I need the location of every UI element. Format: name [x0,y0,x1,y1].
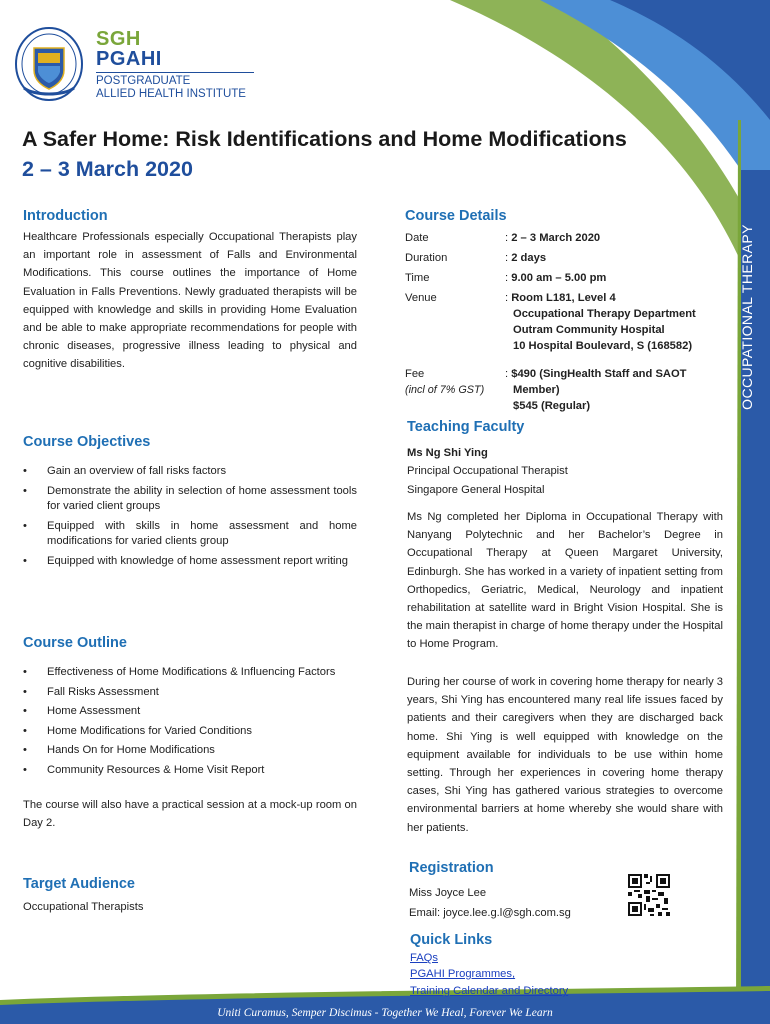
fee-sub-label: (incl of 7% GST) [405,384,485,396]
details-heading: Course Details [405,208,507,224]
faculty-bio-paragraph2: During her course of work in covering home therapy for nearly 3 years, Shi Ying has encountered many real life issues faced by patients and their caregivers when they are discharged back home. Shi Ying is well equipped with knowledge on the equipment available for individuals to be use within home setting. Through her experiences in covering home therapy cases, Shi Ying has gathered various strategies to overcome environmental barriers at home whereby she would share with her patients. [407,676,723,834]
logo-subtitle-line1: POSTGRADUATE [96,75,191,87]
venue-line: Outram Community Hospital [513,324,665,336]
audience-heading: Target Audience [23,876,135,892]
list-item: • Equipped with skills in home assessment and home modifications for varied clients group [23,519,357,550]
detail-row-venue: Venue : Room L181, Level 4 Occupational Therapy Department Outram Community Hospital 10 Hospital Boulevard, S (168582) [405,290,725,354]
time-label: Time [405,272,430,284]
list-item: • Community Resources & Home Visit Report [23,763,357,779]
outline-list [23,665,357,782]
qr-code-icon[interactable] [626,872,672,918]
detail-row-duration: Duration : 2 days [405,252,547,264]
logo-divider [96,72,254,73]
faculty-role: Principal Occupational Therapist [407,465,568,477]
outline-heading: Course Outline [23,635,127,651]
detail-row-date: Date : 2 – 3 March 2020 [405,232,601,244]
faculty-name: Ms Ng Shi Ying [407,447,488,459]
training-calendar-link[interactable]: Training Calendar and Directory [410,985,569,997]
objectives-heading: Course Objectives [23,434,151,450]
list-item: • Demonstrate the ability in selection of home assessment tools for varied client groups [23,484,357,515]
list-item: • Hands On for Home Modifications [23,743,357,759]
fee-label: Fee [405,368,425,380]
side-category-label: OCCUPATIONAL THERAPY [739,224,755,410]
introduction-heading: Introduction [23,208,108,224]
duration-value: 2 days [511,252,547,264]
detail-row-time: Time : 9.00 am – 5.00 pm [405,272,607,284]
outline-note: The course will also have a practical session at a mock-up room on Day 2. [23,799,357,830]
venue-line: Occupational Therapy Department [513,308,696,320]
introduction-text: Healthcare Professionals especially Occupational Therapists play an important role in assessment of Falls and Environmental Modifications. This course outlines the importance of Home Evaluation in Falls Preventions. Newly graduated therapists will be equipped with knowledge and skills in providing Home Evaluation and be able to make appropriate recommendations for people with chronic diseases, progressive illness leading to physical and cognitive disabilities. [23,231,357,371]
list-item: • Gain an overview of fall risks factors [23,464,357,480]
list-item: • Home Modifications for Varied Conditions [23,724,357,740]
faqs-link[interactable]: FAQs [410,952,438,964]
list-item: • Equipped with knowledge of home assessment report writing [23,554,357,570]
detail-row-fee: Fee (incl of 7% GST) : $490 (SingHealth Staff and SAOT Member) $545 (Regular) [405,366,725,414]
logo-sgh-text: SGH [96,28,141,50]
fee-line: $545 (Regular) [513,400,591,412]
venue-line: Room L181, Level 4 [511,292,616,304]
registration-email[interactable]: Email: joyce.lee.g.l@sgh.com.sg [409,907,571,919]
audience-text: Occupational Therapists [23,901,144,913]
time-value: 9.00 am – 5.00 pm [511,272,607,284]
course-details-table [405,230,725,418]
venue-label: Venue [405,292,437,304]
venue-line: 10 Hospital Boulevard, S (168582) [513,340,693,352]
course-date-title: 2 – 3 March 2020 [22,157,193,181]
quick-links-heading: Quick Links [410,932,493,948]
logo-pgahi-text: PGAHI [96,48,162,70]
faculty-org: Singapore General Hospital [407,484,545,496]
registration-contact: Miss Joyce Lee [409,887,487,899]
list-item: • Home Assessment [23,704,357,720]
fee-line: Member) [513,384,560,396]
date-value: 2 – 3 March 2020 [511,232,601,244]
institute-logo [14,26,254,106]
crest-icon [14,26,84,102]
logo-subtitle-line2: ALLIED HEALTH INSTITUTE [96,88,246,100]
duration-label: Duration [405,252,448,264]
footer-motto: Uniti Curamus, Semper Discimus - Together We Heal, Forever We Learn [217,1007,553,1019]
registration-heading: Registration [409,860,494,876]
fee-line: $490 (SingHealth Staff and SAOT [511,368,687,380]
list-item: • Fall Risks Assessment [23,685,357,701]
list-item: • Effectiveness of Home Modifications & Influencing Factors [23,665,357,681]
faculty-bio-paragraph1: Ms Ng completed her Diploma in Occupational Therapy with Nanyang Polytechnic and her Bachelor’s Degree in Occupational Therapy at Queen Margaret University, Edinburgh. She has worked in a variety of inpatient setting from Orthopedics, Geriatric, Medical, Neurology and inpatient rehabilitation at satellite ward in Bright Vision Hospital. She is the main therapist in charge of home therapy under the Hospital to Home Program. [407,511,723,651]
pgahi-programmes-link[interactable]: PGAHI Programmes, [410,968,516,980]
date-label: Date [405,232,429,244]
objectives-list [23,464,357,573]
course-title: A Safer Home: Risk Identifications and Home Modifications [22,127,627,151]
faculty-heading: Teaching Faculty [407,419,525,435]
